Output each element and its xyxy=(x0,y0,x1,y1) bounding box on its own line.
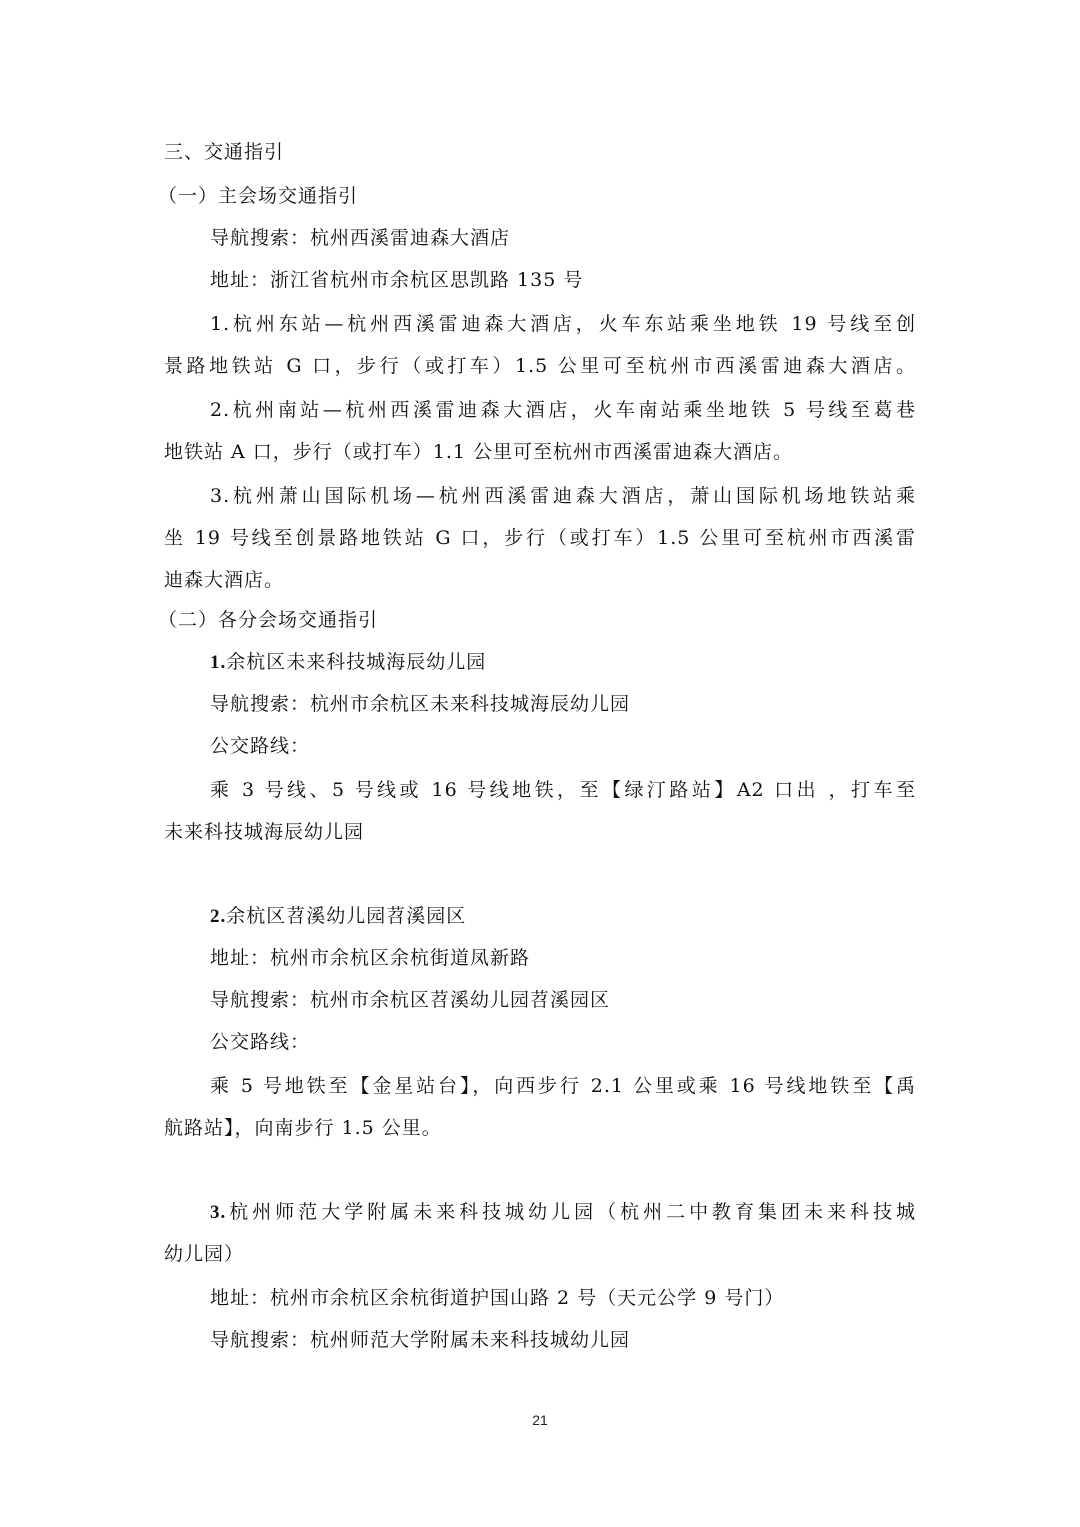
route3-line1: 3.杭州萧山国际机场—杭州西溪雷迪森大酒店，萧山国际机场地铁站乘 xyxy=(210,485,916,507)
route1-line1: 1.杭州东站—杭州西溪雷迪森大酒店，火车东站乘坐地铁 19 号线至创 xyxy=(210,313,916,335)
venue1-number: 1. xyxy=(210,652,227,673)
main-venue-nav: 导航搜索：杭州西溪雷迪森大酒店 xyxy=(210,227,511,249)
venue3-title-text: 杭州师范大学附属未来科技城幼儿园（杭州二中教育集团未来科技城 xyxy=(226,1201,916,1223)
venue3-nav: 导航搜索：杭州师范大学附属未来科技城幼儿园 xyxy=(210,1329,631,1351)
venue2-address: 地址：杭州市余杭区余杭街道凤新路 xyxy=(210,947,531,969)
venue2-bus-label: 公交路线： xyxy=(210,1031,311,1053)
venue2-bus-line2: 航路站】，向南步行 1.5 公里。 xyxy=(164,1117,442,1139)
route2-line2: 地铁站 A 口，步行（或打车）1.1 公里可至杭州市西溪雷迪森大酒店。 xyxy=(164,441,794,463)
venue2-title xyxy=(210,902,466,931)
venue1-title-text: 余杭区未来科技城海辰幼儿园 xyxy=(226,651,487,673)
main-venue-heading: （一）主会场交通指引 xyxy=(158,185,359,207)
section-heading: 三、交通指引 xyxy=(164,141,285,163)
route2-line1: 2.杭州南站—杭州西溪雷迪森大酒店，火车南站乘坐地铁 5 号线至葛巷 xyxy=(210,399,916,421)
venue3-title xyxy=(210,1198,916,1227)
venue2-bus-line1: 乘 5 号地铁至【金星站台】，向西步行 2.1 公里或乘 16 号线地铁至【禹 xyxy=(210,1075,916,1097)
venue3-address: 地址：杭州市余杭区余杭街道护国山路 2 号（天元公学 9 号门） xyxy=(210,1287,785,1309)
venue1-title xyxy=(210,648,486,677)
venue1-nav: 导航搜索：杭州市余杭区未来科技城海辰幼儿园 xyxy=(210,693,631,715)
route3-line3: 迪森大酒店。 xyxy=(164,569,285,591)
venue2-number: 2. xyxy=(210,906,227,927)
venue1-bus-line1: 乘 3 号线、5 号线或 16 号线地铁，至【绿汀路站】A2 口出 ，打车至 xyxy=(210,779,916,801)
venue1-bus-label: 公交路线： xyxy=(210,735,311,757)
sub-venues-heading: （二）各分会场交通指引 xyxy=(158,609,379,631)
venue2-nav: 导航搜索：杭州市余杭区苕溪幼儿园苕溪园区 xyxy=(210,989,611,1011)
venue1-bus-line2: 未来科技城海辰幼儿园 xyxy=(164,821,365,843)
route1-line2: 景路地铁站 G 口，步行（或打车）1.5 公里可至杭州市西溪雷迪森大酒店。 xyxy=(164,355,916,377)
main-venue-address: 地址：浙江省杭州市余杭区思凯路 135 号 xyxy=(210,269,584,291)
venue3-title-line2: 幼儿园） xyxy=(164,1243,245,1265)
route3-line2: 坐 19 号线至创景路地铁站 G 口，步行（或打车）1.5 公里可至杭州市西溪雷 xyxy=(164,527,916,549)
venue2-title-text: 余杭区苕溪幼儿园苕溪园区 xyxy=(226,905,467,927)
venue3-number: 3. xyxy=(210,1202,227,1223)
page-number: 21 xyxy=(532,1412,548,1428)
